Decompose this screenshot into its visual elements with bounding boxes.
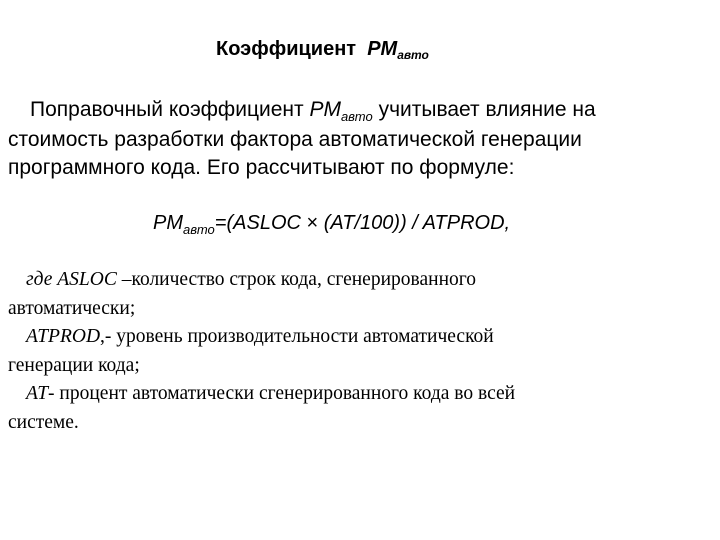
asloc-term: где ASLOC — [26, 269, 117, 290]
at-term: AT — [26, 383, 49, 404]
definition-at-cont: системе. — [8, 411, 79, 433]
asloc-description: –количество строк кода, сгенерированного — [116, 269, 477, 290]
definition-atprod-cont: генерации кода; — [8, 354, 140, 376]
definitions-list — [8, 266, 708, 437]
atprod-description: ,- уровень производительности автоматической — [100, 326, 494, 347]
formula — [153, 212, 510, 235]
definition-at — [8, 380, 708, 409]
title-pm: PM — [367, 38, 398, 60]
formula-part-2: (AT/100)) / ATPROD, — [318, 212, 511, 234]
formula-pm-subscript: авто — [183, 222, 215, 237]
formula-times-sign: × — [306, 212, 319, 234]
definition-asloc-cont: автоматически; — [8, 297, 136, 319]
formula-part-1: =(ASLOC — [214, 212, 307, 234]
intro-line-1 — [8, 96, 708, 126]
definition-atprod — [8, 323, 708, 352]
title-text: Коэффициент — [216, 38, 357, 60]
at-description: - процент автоматически сгенерированного кода во всей — [48, 383, 516, 404]
intro-line-2: стоимость разработки фактора автоматической генерации — [8, 128, 582, 151]
intro-text-post: учитывает влияние на — [372, 98, 596, 121]
title-pm-subscript: авто — [397, 48, 429, 62]
intro-paragraph — [8, 96, 708, 182]
intro-line-3: программного кода. Его рассчитывают по формуле: — [8, 156, 515, 179]
atprod-term: ATPROD — [26, 326, 101, 347]
slide-title — [216, 38, 429, 61]
formula-pm: PM — [153, 212, 183, 234]
intro-text-pre: Поправочный коэффициент — [30, 98, 310, 121]
intro-pm-subscript: авто — [340, 109, 373, 124]
definition-asloc — [8, 266, 708, 295]
intro-pm: PM — [309, 98, 341, 121]
